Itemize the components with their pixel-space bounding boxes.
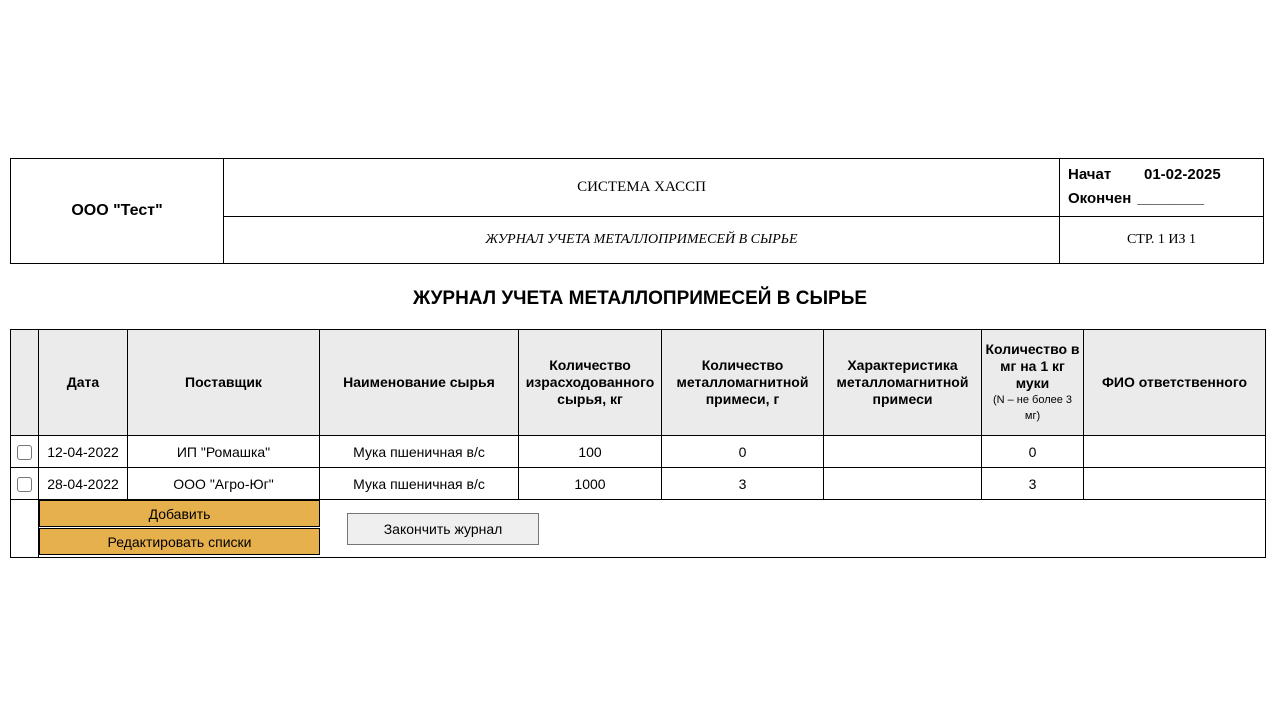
header-per-kg-label: Количество в мг на 1 кг муки [985, 341, 1080, 391]
header-responsible: ФИО ответственного [1084, 330, 1266, 436]
cell-impurity: 3 [662, 468, 824, 500]
cell-per-kg: 3 [982, 468, 1084, 500]
cell-consumed: 1000 [519, 468, 662, 500]
system-name: СИСТЕМА ХАССП [224, 159, 1060, 217]
cell-supplier: ИП "Ромашка" [128, 436, 320, 468]
cell-impurity: 0 [662, 436, 824, 468]
cell-responsible [1084, 468, 1266, 500]
header-supplier: Поставщик [128, 330, 320, 436]
header-select [11, 330, 39, 436]
page-info: СТР. 1 ИЗ 1 [1060, 216, 1264, 263]
row-select-cell [11, 436, 39, 468]
header-characteristic: Характеристика металломагнитной примеси [824, 330, 982, 436]
header-consumed: Количество израсходованного сырья, кг [519, 330, 662, 436]
cell-responsible [1084, 436, 1266, 468]
journal-dates [1060, 159, 1264, 217]
started-label: Начат [1068, 166, 1112, 183]
header-date: Дата [39, 330, 128, 436]
finished-value: ________ [1137, 190, 1205, 207]
actions-cell [39, 500, 1266, 558]
journal-header [10, 158, 1264, 264]
header-material: Наименование сырья [320, 330, 519, 436]
table-header-row [11, 330, 1266, 436]
journal-name: ЖУРНАЛ УЧЕТА МЕТАЛЛОПРИМЕСЕЙ В СЫРЬЕ [224, 216, 1060, 263]
cell-per-kg: 0 [982, 436, 1084, 468]
cell-consumed: 100 [519, 436, 662, 468]
cell-characteristic [824, 468, 982, 500]
cell-date: 28-04-2022 [39, 468, 128, 500]
journal-table [10, 329, 1266, 558]
organization-name: ООО "Тест" [11, 159, 224, 264]
row-select-cell [11, 468, 39, 500]
cell-material: Мука пшеничная в/с [320, 436, 519, 468]
finish-journal-button[interactable]: Закончить журнал [347, 513, 539, 545]
header-per-kg-note: (N – не более 3 мг) [992, 394, 1073, 422]
row-checkbox[interactable] [17, 477, 32, 492]
header-impurity: Количество металломагнитной примеси, г [662, 330, 824, 436]
actions-spacer [11, 500, 39, 558]
table-row [11, 436, 1266, 468]
actions-row [11, 500, 1266, 558]
cell-date: 12-04-2022 [39, 436, 128, 468]
cell-material: Мука пшеничная в/с [320, 468, 519, 500]
finished-label: Окончен [1068, 190, 1132, 207]
header-per-kg [982, 330, 1084, 436]
cell-supplier: ООО "Агро-Юг" [128, 468, 320, 500]
add-button[interactable]: Добавить [39, 500, 320, 527]
actions-container [39, 500, 1265, 557]
page-title: ЖУРНАЛ УЧЕТА МЕТАЛЛОПРИМЕСЕЙ В СЫРЬЕ [412, 288, 868, 309]
started-value: 01-02-2025 [1144, 166, 1221, 183]
row-checkbox[interactable] [17, 445, 32, 460]
edit-lists-button[interactable]: Редактировать списки [39, 528, 320, 555]
table-row [11, 468, 1266, 500]
cell-characteristic [824, 436, 982, 468]
